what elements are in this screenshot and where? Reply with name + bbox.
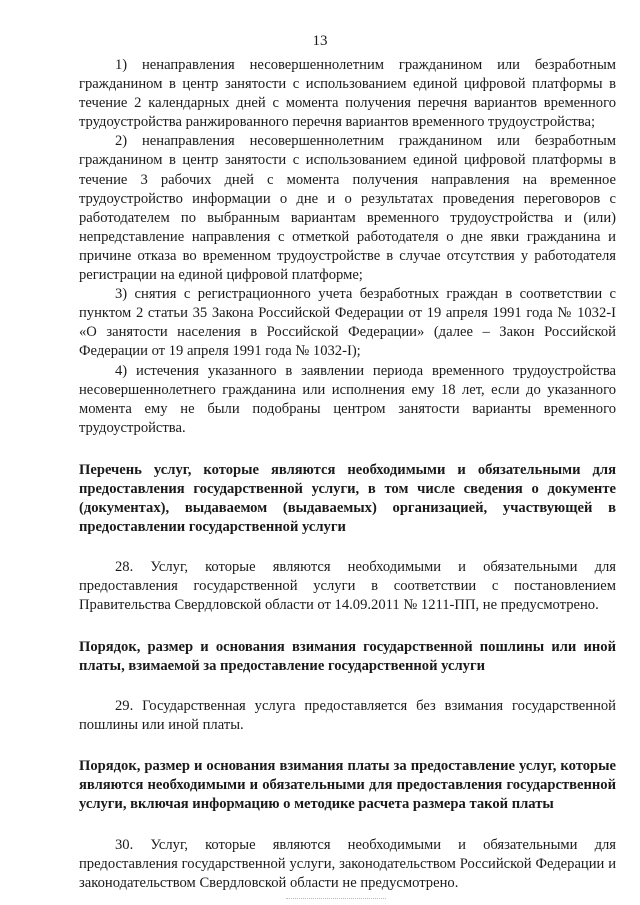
page-number: 13	[312, 33, 328, 49]
paragraph-29: 29. Государственная услуга предоставляется без взимания государственной пошлины или иной платы.	[79, 697, 616, 733]
paragraph-28: 28. Услуг, которые являются необходимыми и обязательными для предоставления государственной услуги в соответствии с постановлением Правительства Свердловской области от 14.09.2011 № 1211-ПП, не предусмотрено.	[79, 559, 616, 614]
paragraph-30: 30. Услуг, которые являются необходимыми и обязательными для предоставления государственной услуги, законодательством Российской Федерации и законодательством Свердловской области не предусмотрено.	[79, 837, 616, 892]
list-item-3: 3) снятия с регистрационного учета безработных граждан в соответствии с пунктом 2 статьи 35 Закона Российской Федерации от 19 апреля 1991 года № 1032-I «О занятости населения в Российской Федерации» (далее – Закон Российской Федерации от 19 апреля 1991 года № 1032-I);	[79, 286, 616, 360]
scan-edge-mark	[286, 898, 386, 899]
section-heading-service-fee: Порядок, размер и основания взимания платы за предоставление услуг, которые являются необходимыми и обязательными для предоставления государственной услуги, включая информацию о методике расчета размера такой платы	[79, 757, 616, 813]
section-heading-state-fee: Порядок, размер и основания взимания государственной пошлины или иной платы, взимаемой за предоставление государственной услуги	[79, 638, 616, 674]
section-heading-required-services: Перечень услуг, которые являются необходимыми и обязательными для предоставления государственной услуги, в том числе сведения о документе (документах), выдаваемом (выдаваемых) организацией, участвующей в предоставлении государственной услуги	[79, 461, 616, 536]
document-body	[79, 56, 616, 893]
list-item-4: 4) истечения указанного в заявлении периода временного трудоустройства несовершеннолетнего гражданина или исполнения ему 18 лет, если до указанного момента ему не были подобраны центром занятости варианты временного трудоустройства.	[79, 362, 616, 436]
list-item-1: 1) ненаправления несовершеннолетним гражданином или безработным гражданином в центр занятости с использованием единой цифровой платформы в течение 2 календарных дней с момента получения перечня вариантов временного трудоустройства ранжированного перечня вариантов временного трудоустройства;	[79, 57, 616, 131]
list-item-2: 2) ненаправления несовершеннолетним гражданином или безработным гражданином в центр занятости с использованием единой цифровой платформы в течение 3 рабочих дней с момента получения направления на временное трудоустройство информации о дне и о результатах проведения переговоров с работодателем по выбранным вариантам временного трудоустройства и (или) непредставление направления с отметкой работодателя о дне явки гражданина и причине отказа во временном трудоустройстве в случае отсутствия у работодателя регистрации на единой цифровой платформе;	[79, 133, 616, 284]
